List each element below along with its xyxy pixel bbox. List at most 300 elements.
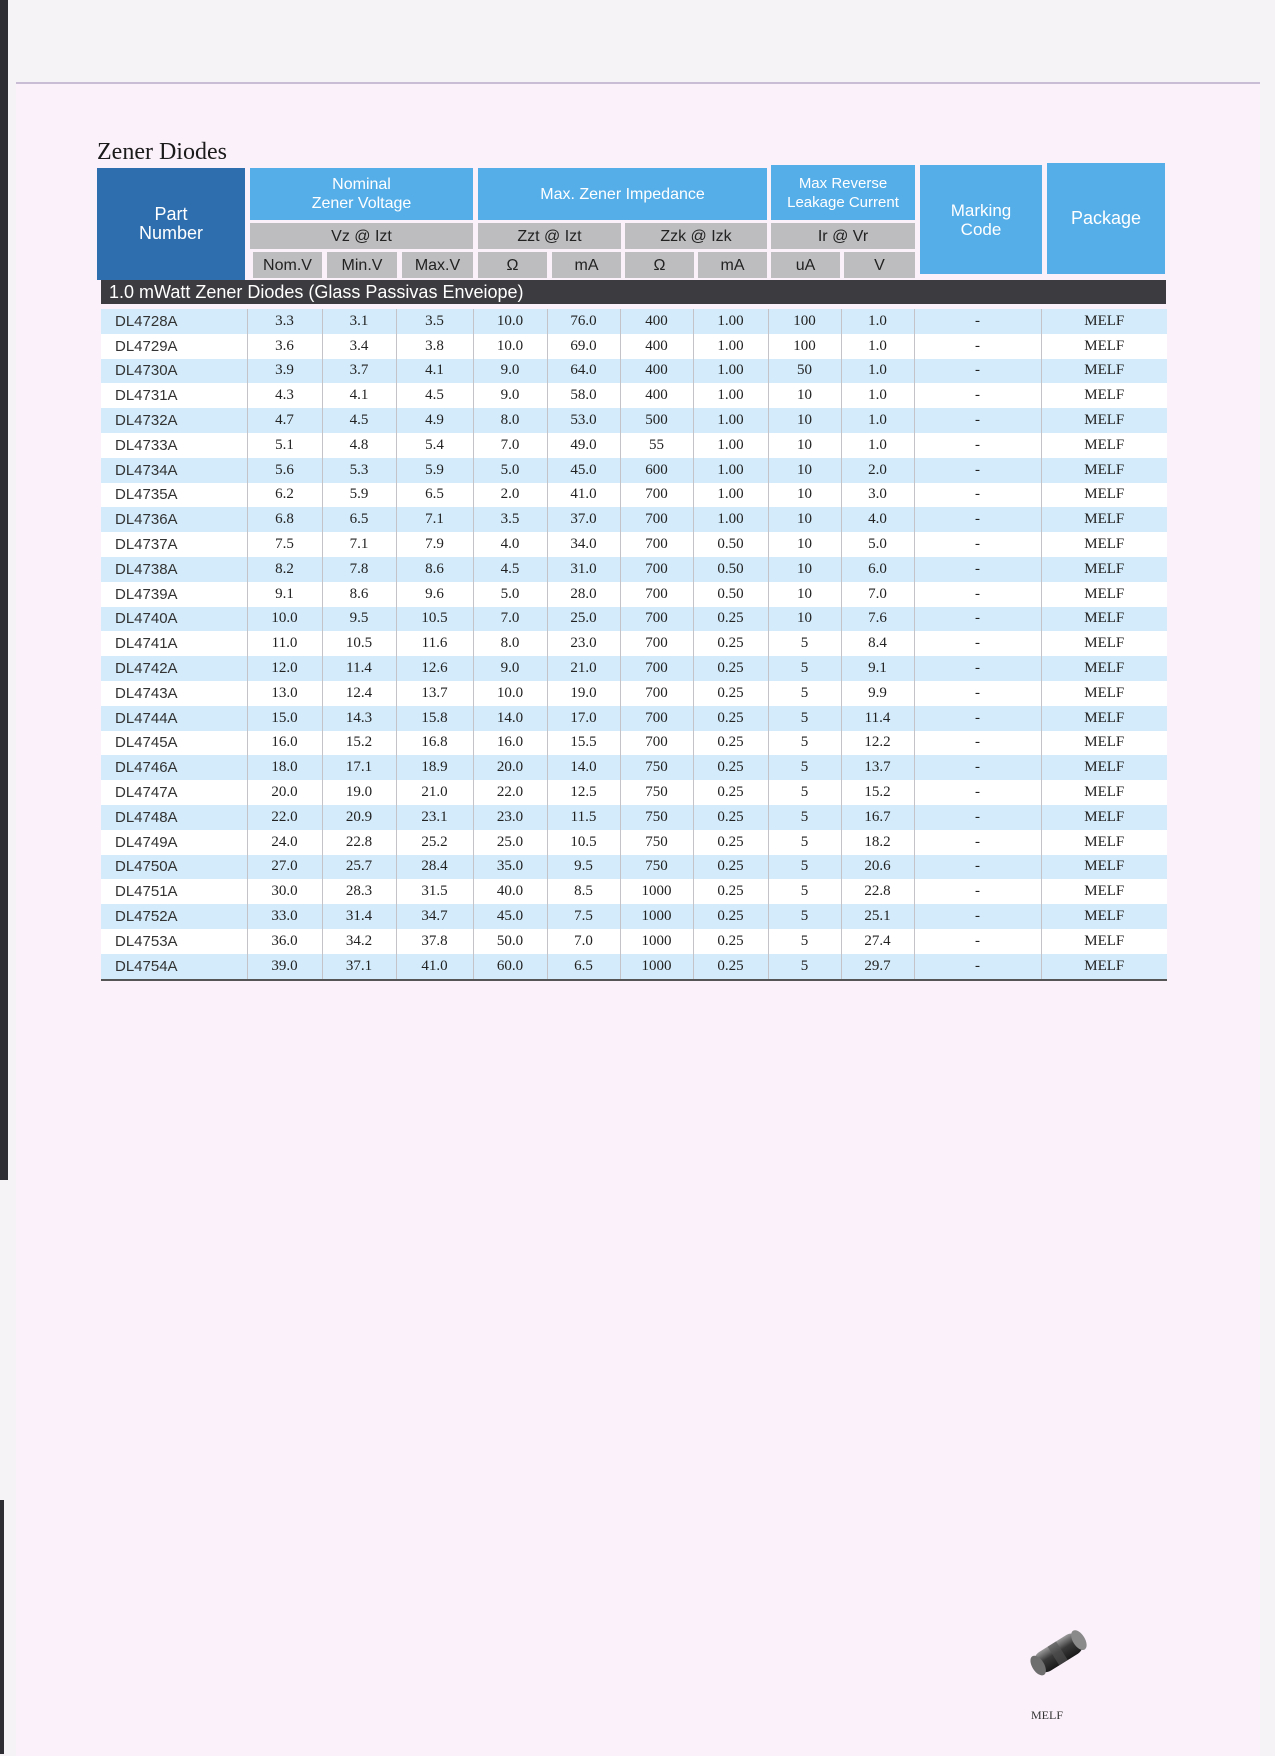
cell-package: MELF (1041, 334, 1167, 359)
cell-ir: 50 (768, 359, 841, 384)
cell-ir: 10 (768, 607, 841, 632)
cell-part-number: DL4729A (101, 334, 247, 359)
cell-part-number: DL4733A (101, 433, 247, 458)
cell-min-voltage: 7.8 (322, 557, 396, 582)
header-max-reverse-leakage: Max Reverse Leakage Current (771, 165, 915, 220)
unit-ir-ua: uA (771, 252, 840, 278)
cell-vr: 5.0 (841, 532, 914, 557)
cell-marking-code: - (914, 706, 1041, 731)
cell-part-number: DL4741A (101, 631, 247, 656)
cell-izt: 37.0 (547, 507, 620, 532)
cell-izk: 0.50 (693, 557, 768, 582)
cell-max-voltage: 4.1 (396, 359, 473, 384)
unit-izt-ma: mA (552, 252, 621, 278)
table-row (101, 359, 1167, 384)
cell-zzk: 1000 (620, 954, 693, 980)
cell-zzk: 600 (620, 458, 693, 483)
cell-vr: 13.7 (841, 755, 914, 780)
cell-part-number: DL4728A (101, 309, 247, 334)
cell-ir: 100 (768, 309, 841, 334)
cell-part-number: DL4740A (101, 607, 247, 632)
cell-zzt: 60.0 (473, 954, 547, 980)
cell-part-number: DL4744A (101, 706, 247, 731)
cell-nominal-voltage: 6.2 (247, 483, 322, 508)
cell-vr: 7.6 (841, 607, 914, 632)
table-row (101, 309, 1167, 334)
cell-zzk: 1000 (620, 879, 693, 904)
cell-zzt: 23.0 (473, 805, 547, 830)
cell-max-voltage: 13.7 (396, 681, 473, 706)
cell-max-voltage: 18.9 (396, 755, 473, 780)
cell-zzt: 9.0 (473, 359, 547, 384)
cell-min-voltage: 9.5 (322, 607, 396, 632)
cell-izk: 0.25 (693, 879, 768, 904)
cell-izk: 0.25 (693, 631, 768, 656)
cell-marking-code: - (914, 805, 1041, 830)
cell-part-number: DL4748A (101, 805, 247, 830)
cell-zzt: 9.0 (473, 383, 547, 408)
cell-ir: 10 (768, 433, 841, 458)
cell-izk: 0.25 (693, 855, 768, 880)
cell-vr: 1.0 (841, 309, 914, 334)
cell-max-voltage: 11.6 (396, 631, 473, 656)
header-part-number: Part Number (97, 168, 245, 280)
cell-zzk: 400 (620, 383, 693, 408)
cell-nominal-voltage: 33.0 (247, 904, 322, 929)
cell-izk: 0.25 (693, 656, 768, 681)
cell-max-voltage: 8.6 (396, 557, 473, 582)
cell-package: MELF (1041, 855, 1167, 880)
cell-min-voltage: 4.8 (322, 433, 396, 458)
cell-izt: 28.0 (547, 582, 620, 607)
cell-izt: 31.0 (547, 557, 620, 582)
cell-vr: 15.2 (841, 780, 914, 805)
cell-nominal-voltage: 10.0 (247, 607, 322, 632)
cell-izk: 0.25 (693, 830, 768, 855)
cell-ir: 5 (768, 656, 841, 681)
cell-izt: 25.0 (547, 607, 620, 632)
cell-max-voltage: 28.4 (396, 855, 473, 880)
table-row (101, 532, 1167, 557)
cell-marking-code: - (914, 557, 1041, 582)
cell-izk: 1.00 (693, 359, 768, 384)
header-ir-vr: Ir @ Vr (771, 223, 915, 249)
cell-izt: 10.5 (547, 830, 620, 855)
cell-marking-code: - (914, 359, 1041, 384)
cell-zzk: 750 (620, 805, 693, 830)
cell-package: MELF (1041, 458, 1167, 483)
cell-ir: 100 (768, 334, 841, 359)
cell-nominal-voltage: 22.0 (247, 805, 322, 830)
cell-zzt: 5.0 (473, 458, 547, 483)
cell-vr: 1.0 (841, 408, 914, 433)
cell-zzk: 500 (620, 408, 693, 433)
cell-izk: 0.25 (693, 706, 768, 731)
cell-zzk: 55 (620, 433, 693, 458)
cell-max-voltage: 41.0 (396, 954, 473, 980)
melf-package-icon (1018, 1622, 1098, 1682)
cell-ir: 5 (768, 855, 841, 880)
cell-zzt: 4.5 (473, 557, 547, 582)
cell-izt: 7.5 (547, 904, 620, 929)
cell-ir: 10 (768, 507, 841, 532)
table-row (101, 681, 1167, 706)
cell-package: MELF (1041, 929, 1167, 954)
cell-package: MELF (1041, 954, 1167, 980)
cell-vr: 11.4 (841, 706, 914, 731)
cell-izt: 19.0 (547, 681, 620, 706)
section-title: 1.0 mWatt Zener Diodes (Glass Passivas Enveiope) (101, 280, 1166, 304)
cell-vr: 25.1 (841, 904, 914, 929)
table-row (101, 631, 1167, 656)
cell-zzk: 750 (620, 755, 693, 780)
cell-izk: 0.50 (693, 532, 768, 557)
cell-izt: 49.0 (547, 433, 620, 458)
table-row (101, 879, 1167, 904)
cell-max-voltage: 31.5 (396, 879, 473, 904)
table-row (101, 507, 1167, 532)
cell-package: MELF (1041, 805, 1167, 830)
cell-package: MELF (1041, 582, 1167, 607)
cell-max-voltage: 21.0 (396, 780, 473, 805)
cell-max-voltage: 4.5 (396, 383, 473, 408)
cell-package: MELF (1041, 755, 1167, 780)
table-row (101, 929, 1167, 954)
cell-zzt: 5.0 (473, 582, 547, 607)
cell-vr: 27.4 (841, 929, 914, 954)
table-row (101, 656, 1167, 681)
cell-izk: 0.25 (693, 607, 768, 632)
cell-zzt: 9.0 (473, 656, 547, 681)
cell-marking-code: - (914, 904, 1041, 929)
cell-zzk: 700 (620, 681, 693, 706)
cell-marking-code: - (914, 681, 1041, 706)
table-row (101, 855, 1167, 880)
cell-vr: 22.8 (841, 879, 914, 904)
cell-nominal-voltage: 7.5 (247, 532, 322, 557)
cell-min-voltage: 25.7 (322, 855, 396, 880)
cell-part-number: DL4743A (101, 681, 247, 706)
cell-min-voltage: 4.1 (322, 383, 396, 408)
cell-part-number: DL4754A (101, 954, 247, 980)
cell-min-voltage: 12.4 (322, 681, 396, 706)
cell-nominal-voltage: 8.2 (247, 557, 322, 582)
cell-vr: 18.2 (841, 830, 914, 855)
cell-part-number: DL4750A (101, 855, 247, 880)
table-row (101, 582, 1167, 607)
cell-marking-code: - (914, 408, 1041, 433)
cell-zzt: 40.0 (473, 879, 547, 904)
cell-zzk: 700 (620, 557, 693, 582)
cell-marking-code: - (914, 631, 1041, 656)
cell-vr: 1.0 (841, 433, 914, 458)
cell-nominal-voltage: 18.0 (247, 755, 322, 780)
cell-package: MELF (1041, 780, 1167, 805)
cell-zzk: 750 (620, 780, 693, 805)
cell-max-voltage: 7.9 (396, 532, 473, 557)
cell-part-number: DL4732A (101, 408, 247, 433)
unit-max-v: Max.V (402, 252, 473, 278)
cell-part-number: DL4753A (101, 929, 247, 954)
cell-zzk: 1000 (620, 929, 693, 954)
cell-izt: 9.5 (547, 855, 620, 880)
table-row (101, 483, 1167, 508)
cell-package: MELF (1041, 383, 1167, 408)
cell-nominal-voltage: 15.0 (247, 706, 322, 731)
cell-zzt: 25.0 (473, 830, 547, 855)
cell-ir: 10 (768, 557, 841, 582)
cell-part-number: DL4746A (101, 755, 247, 780)
unit-izk-ma: mA (698, 252, 767, 278)
cell-marking-code: - (914, 532, 1041, 557)
cell-izk: 0.50 (693, 582, 768, 607)
cell-marking-code: - (914, 755, 1041, 780)
cell-izk: 0.25 (693, 780, 768, 805)
cell-min-voltage: 28.3 (322, 879, 396, 904)
cell-marking-code: - (914, 855, 1041, 880)
cell-izt: 8.5 (547, 879, 620, 904)
cell-ir: 5 (768, 755, 841, 780)
cell-zzk: 700 (620, 731, 693, 756)
cell-izk: 0.25 (693, 805, 768, 830)
cell-package: MELF (1041, 408, 1167, 433)
cell-nominal-voltage: 3.9 (247, 359, 322, 384)
cell-min-voltage: 37.1 (322, 954, 396, 980)
cell-min-voltage: 6.5 (322, 507, 396, 532)
cell-vr: 20.6 (841, 855, 914, 880)
table-row (101, 954, 1167, 980)
cell-ir: 5 (768, 830, 841, 855)
cell-izt: 6.5 (547, 954, 620, 980)
cell-izt: 64.0 (547, 359, 620, 384)
cell-vr: 1.0 (841, 359, 914, 384)
cell-package: MELF (1041, 830, 1167, 855)
cell-max-voltage: 7.1 (396, 507, 473, 532)
cell-vr: 8.4 (841, 631, 914, 656)
header-vz-izt: Vz @ Izt (250, 223, 473, 249)
cell-izk: 1.00 (693, 408, 768, 433)
header-max-impedance: Max. Zener Impedance (478, 168, 767, 220)
cell-izt: 17.0 (547, 706, 620, 731)
table-row (101, 557, 1167, 582)
cell-max-voltage: 10.5 (396, 607, 473, 632)
header-zzt-izt: Zzt @ Izt (478, 223, 621, 249)
cell-marking-code: - (914, 483, 1041, 508)
cell-zzt: 8.0 (473, 631, 547, 656)
unit-nom-v: Nom.V (253, 252, 322, 278)
cell-ir: 10 (768, 483, 841, 508)
cell-part-number: DL4734A (101, 458, 247, 483)
cell-marking-code: - (914, 879, 1041, 904)
cell-marking-code: - (914, 582, 1041, 607)
cell-max-voltage: 37.8 (396, 929, 473, 954)
header-package: Package (1047, 163, 1165, 274)
cell-marking-code: - (914, 830, 1041, 855)
cell-vr: 1.0 (841, 383, 914, 408)
cell-izt: 7.0 (547, 929, 620, 954)
cell-ir: 10 (768, 458, 841, 483)
cell-package: MELF (1041, 731, 1167, 756)
cell-vr: 1.0 (841, 334, 914, 359)
cell-zzt: 8.0 (473, 408, 547, 433)
cell-izt: 21.0 (547, 656, 620, 681)
cell-marking-code: - (914, 458, 1041, 483)
cell-max-voltage: 15.8 (396, 706, 473, 731)
unit-vr-v: V (844, 252, 915, 278)
cell-izt: 12.5 (547, 780, 620, 805)
cell-vr: 9.1 (841, 656, 914, 681)
cell-izt: 45.0 (547, 458, 620, 483)
cell-package: MELF (1041, 631, 1167, 656)
unit-zzt-ohm: Ω (478, 252, 547, 278)
cell-nominal-voltage: 13.0 (247, 681, 322, 706)
cell-package: MELF (1041, 681, 1167, 706)
cell-part-number: DL4742A (101, 656, 247, 681)
cell-package: MELF (1041, 483, 1167, 508)
cell-marking-code: - (914, 929, 1041, 954)
cell-max-voltage: 23.1 (396, 805, 473, 830)
cell-ir: 10 (768, 408, 841, 433)
cell-part-number: DL4745A (101, 731, 247, 756)
cell-min-voltage: 3.4 (322, 334, 396, 359)
cell-vr: 2.0 (841, 458, 914, 483)
cell-izk: 1.00 (693, 383, 768, 408)
cell-zzt: 10.0 (473, 334, 547, 359)
cell-package: MELF (1041, 359, 1167, 384)
cell-min-voltage: 11.4 (322, 656, 396, 681)
table-row (101, 904, 1167, 929)
cell-izt: 34.0 (547, 532, 620, 557)
cell-ir: 5 (768, 706, 841, 731)
cell-min-voltage: 5.3 (322, 458, 396, 483)
cell-nominal-voltage: 6.8 (247, 507, 322, 532)
scan-edge (0, 0, 8, 1180)
cell-zzt: 7.0 (473, 607, 547, 632)
cell-zzt: 2.0 (473, 483, 547, 508)
table-row (101, 755, 1167, 780)
cell-nominal-voltage: 27.0 (247, 855, 322, 880)
cell-zzk: 400 (620, 309, 693, 334)
cell-package: MELF (1041, 507, 1167, 532)
cell-izk: 0.25 (693, 954, 768, 980)
table-row (101, 433, 1167, 458)
cell-zzt: 22.0 (473, 780, 547, 805)
cell-zzk: 400 (620, 359, 693, 384)
cell-izk: 0.25 (693, 681, 768, 706)
cell-max-voltage: 5.9 (396, 458, 473, 483)
table-row (101, 334, 1167, 359)
cell-marking-code: - (914, 507, 1041, 532)
cell-marking-code: - (914, 607, 1041, 632)
cell-zzt: 45.0 (473, 904, 547, 929)
cell-nominal-voltage: 30.0 (247, 879, 322, 904)
table-row (101, 830, 1167, 855)
cell-ir: 5 (768, 681, 841, 706)
cell-nominal-voltage: 5.6 (247, 458, 322, 483)
cell-zzt: 20.0 (473, 755, 547, 780)
cell-nominal-voltage: 24.0 (247, 830, 322, 855)
cell-zzt: 10.0 (473, 309, 547, 334)
table-row (101, 805, 1167, 830)
cell-zzk: 700 (620, 656, 693, 681)
cell-ir: 10 (768, 383, 841, 408)
cell-max-voltage: 9.6 (396, 582, 473, 607)
cell-package: MELF (1041, 879, 1167, 904)
cell-nominal-voltage: 39.0 (247, 954, 322, 980)
cell-zzt: 35.0 (473, 855, 547, 880)
cell-part-number: DL4739A (101, 582, 247, 607)
table-row (101, 408, 1167, 433)
cell-zzt: 14.0 (473, 706, 547, 731)
cell-part-number: DL4752A (101, 904, 247, 929)
header-marking-code: Marking Code (920, 165, 1042, 274)
cell-min-voltage: 7.1 (322, 532, 396, 557)
cell-zzt: 50.0 (473, 929, 547, 954)
cell-nominal-voltage: 16.0 (247, 731, 322, 756)
cell-nominal-voltage: 20.0 (247, 780, 322, 805)
cell-zzk: 1000 (620, 904, 693, 929)
cell-min-voltage: 8.6 (322, 582, 396, 607)
cell-nominal-voltage: 4.7 (247, 408, 322, 433)
cell-min-voltage: 31.4 (322, 904, 396, 929)
cell-ir: 5 (768, 929, 841, 954)
table-row (101, 706, 1167, 731)
cell-ir: 10 (768, 532, 841, 557)
table-row (101, 383, 1167, 408)
cell-izt: 15.5 (547, 731, 620, 756)
cell-package: MELF (1041, 706, 1167, 731)
cell-vr: 7.0 (841, 582, 914, 607)
cell-min-voltage: 14.3 (322, 706, 396, 731)
cell-min-voltage: 5.9 (322, 483, 396, 508)
table-row (101, 780, 1167, 805)
cell-max-voltage: 12.6 (396, 656, 473, 681)
cell-izk: 0.25 (693, 755, 768, 780)
cell-max-voltage: 25.2 (396, 830, 473, 855)
cell-nominal-voltage: 3.6 (247, 334, 322, 359)
cell-zzk: 700 (620, 706, 693, 731)
table-row (101, 458, 1167, 483)
cell-ir: 5 (768, 731, 841, 756)
cell-max-voltage: 3.8 (396, 334, 473, 359)
cell-zzk: 400 (620, 334, 693, 359)
cell-zzk: 700 (620, 483, 693, 508)
cell-part-number: DL4730A (101, 359, 247, 384)
cell-zzt: 16.0 (473, 731, 547, 756)
cell-part-number: DL4736A (101, 507, 247, 532)
cell-izt: 53.0 (547, 408, 620, 433)
cell-max-voltage: 34.7 (396, 904, 473, 929)
header-zzk-izk: Zzk @ Izk (625, 223, 767, 249)
cell-zzk: 700 (620, 507, 693, 532)
cell-part-number: DL4735A (101, 483, 247, 508)
cell-izk: 1.00 (693, 458, 768, 483)
cell-marking-code: - (914, 309, 1041, 334)
cell-izk: 1.00 (693, 334, 768, 359)
cell-zzk: 700 (620, 631, 693, 656)
cell-part-number: DL4751A (101, 879, 247, 904)
cell-part-number: DL4747A (101, 780, 247, 805)
cell-zzt: 4.0 (473, 532, 547, 557)
cell-min-voltage: 3.7 (322, 359, 396, 384)
cell-max-voltage: 6.5 (396, 483, 473, 508)
cell-izt: 11.5 (547, 805, 620, 830)
cell-package: MELF (1041, 557, 1167, 582)
cell-marking-code: - (914, 656, 1041, 681)
cell-vr: 3.0 (841, 483, 914, 508)
cell-izt: 41.0 (547, 483, 620, 508)
cell-min-voltage: 15.2 (322, 731, 396, 756)
